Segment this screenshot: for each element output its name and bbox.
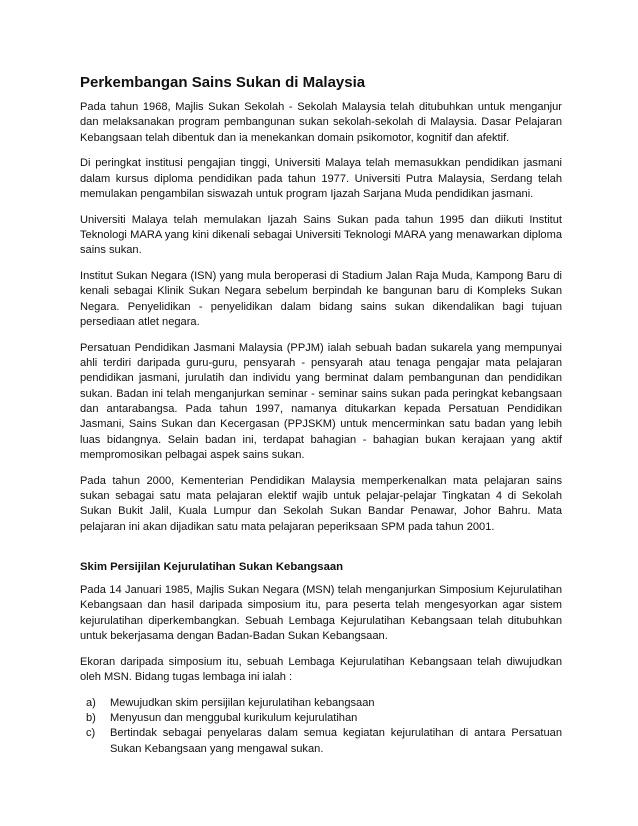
duties-list — [80, 696, 562, 757]
paragraph: Pada tahun 1968, Majlis Sukan Sekolah - Sekolah Malaysia telah ditubuhkan untuk menganjur dan melaksanakan program pembangunan sukan sekolah-sekolah di Malaysia. Dasar Pelajaran Kebangsaan telah dibentuk dan ia menekankan domain psikomotor, kognitif dan afektif. — [80, 101, 562, 144]
list-item-text: Mewujudkan skim persijilan kejurulatihan kebangsaan — [110, 696, 375, 709]
list-item — [86, 711, 562, 726]
paragraph: Persatuan Pendidikan Jasmani Malaysia (PPJM) ialah sebuah badan sukarela yang mempunyai ahli terdiri daripada guru-guru, pensyarah - pensyarah atau tenaga pengajar mata pelajaran pendidikan jasmani, jurulatih dan individu yang berminat dalam pembangunan dan pendidikan sukan. Badan ini telah menganjurkan seminar - seminar sains sukan pada peringkat kebangsaan dan antarabangsa. Pada tahun 1997, namanya ditukarkan kepada Persatuan Pendidikan Jasmani, Sains Sukan dan Kecergasan (PPJSKM) untuk mencerminkan satu badan yang lebih luas bidangnya. Selain badan ini, terdapat bahagian - bahagian bukan kerajaan yang aktif mempromosikan pelbagai aspek sains sukan. — [80, 341, 562, 461]
list-marker: c) — [86, 727, 96, 740]
document-body — [80, 100, 562, 757]
section-paragraph: Ekoran daripada simposium itu, sebuah Lembaga Kejurulatihan Kebangsaan telah diwujudkan oleh MSN. Bidang tugas lembaga ini ialah : — [80, 655, 562, 683]
list-marker: a) — [86, 696, 96, 709]
list-item — [86, 726, 562, 757]
section-heading: Skim Persijilan Kejurulatihan Sukan Kebangsaan — [80, 560, 344, 573]
paragraph: Universiti Malaya telah memulakan Ijazah Sains Sukan pada tahun 1995 dan diikuti Institut Teknologi MARA yang kini dikenali sebagai Universiti Teknologi MARA yang menawarkan diploma sains sukan. — [80, 213, 562, 257]
list-item — [86, 696, 562, 711]
list-item-text: Bertindak sebagai penyelaras dalam semua kegiatan kejurulatihan di antara Persatuan Sukan Kebangsaan yang mengawal sukan. — [110, 727, 562, 755]
list-item-text: Menyusun dan menggubal kurikulum kejurulatihan — [110, 712, 358, 724]
paragraph: Institut Sukan Negara (ISN) yang mula beroperasi di Stadium Jalan Raja Muda, Kampong Baru di kenali sebagai Klinik Sukan Negara sebelum berpindah ke bangunan baru di Kompleks Sukan Negara. Penyelidikan - penyelidikan dalam bidang sains sukan dikendalikan bagi tujuan persediaan atlet negara. — [80, 270, 562, 329]
list-marker: b) — [86, 712, 96, 724]
paragraph: Di peringkat institusi pengajian tinggi, Universiti Malaya telah memasukkan pendidikan jasmani dalam kursus diploma pendidikan pada tahun 1977. Universiti Putra Malaysia, Serdang telah memulakan pengambilan siswazah untuk program Ijazah Sarjana Muda pendidikan jasmani. — [80, 157, 562, 200]
paragraph: Pada tahun 2000, Kementerian Pendidikan Malaysia memperkenalkan mata pelajaran sains sukan sebagai satu mata pelajaran elektif wajib untuk pelajar-pelajar Tingkatan 4 di Sekolah Sukan Bukit Jalil, Kuala Lumpur dan Sekolah Sukan Bandar Penawar, Johor Bahru. Mata pelajaran ini akan dijadikan satu mata pelajaran peperiksaan SPM pada tahun 2001. — [80, 474, 562, 533]
page-title: Perkembangan Sains Sukan di Malaysia — [80, 74, 366, 91]
section-paragraph: Pada 14 Januari 1985, Majlis Sukan Negara (MSN) telah menganjurkan Simposium Kejurulatihan Kebangsaan dan hasil daripada simposium itu, para peserta telah mengesyorkan agar sistem kejurulatihan diperkembangkan. Sebuah Lembaga Kejurulatihan Kebangsaan telah ditubuhkan untuk bekerjasama dengan Badan-Badan Sukan Kebangsaan. — [80, 583, 562, 642]
